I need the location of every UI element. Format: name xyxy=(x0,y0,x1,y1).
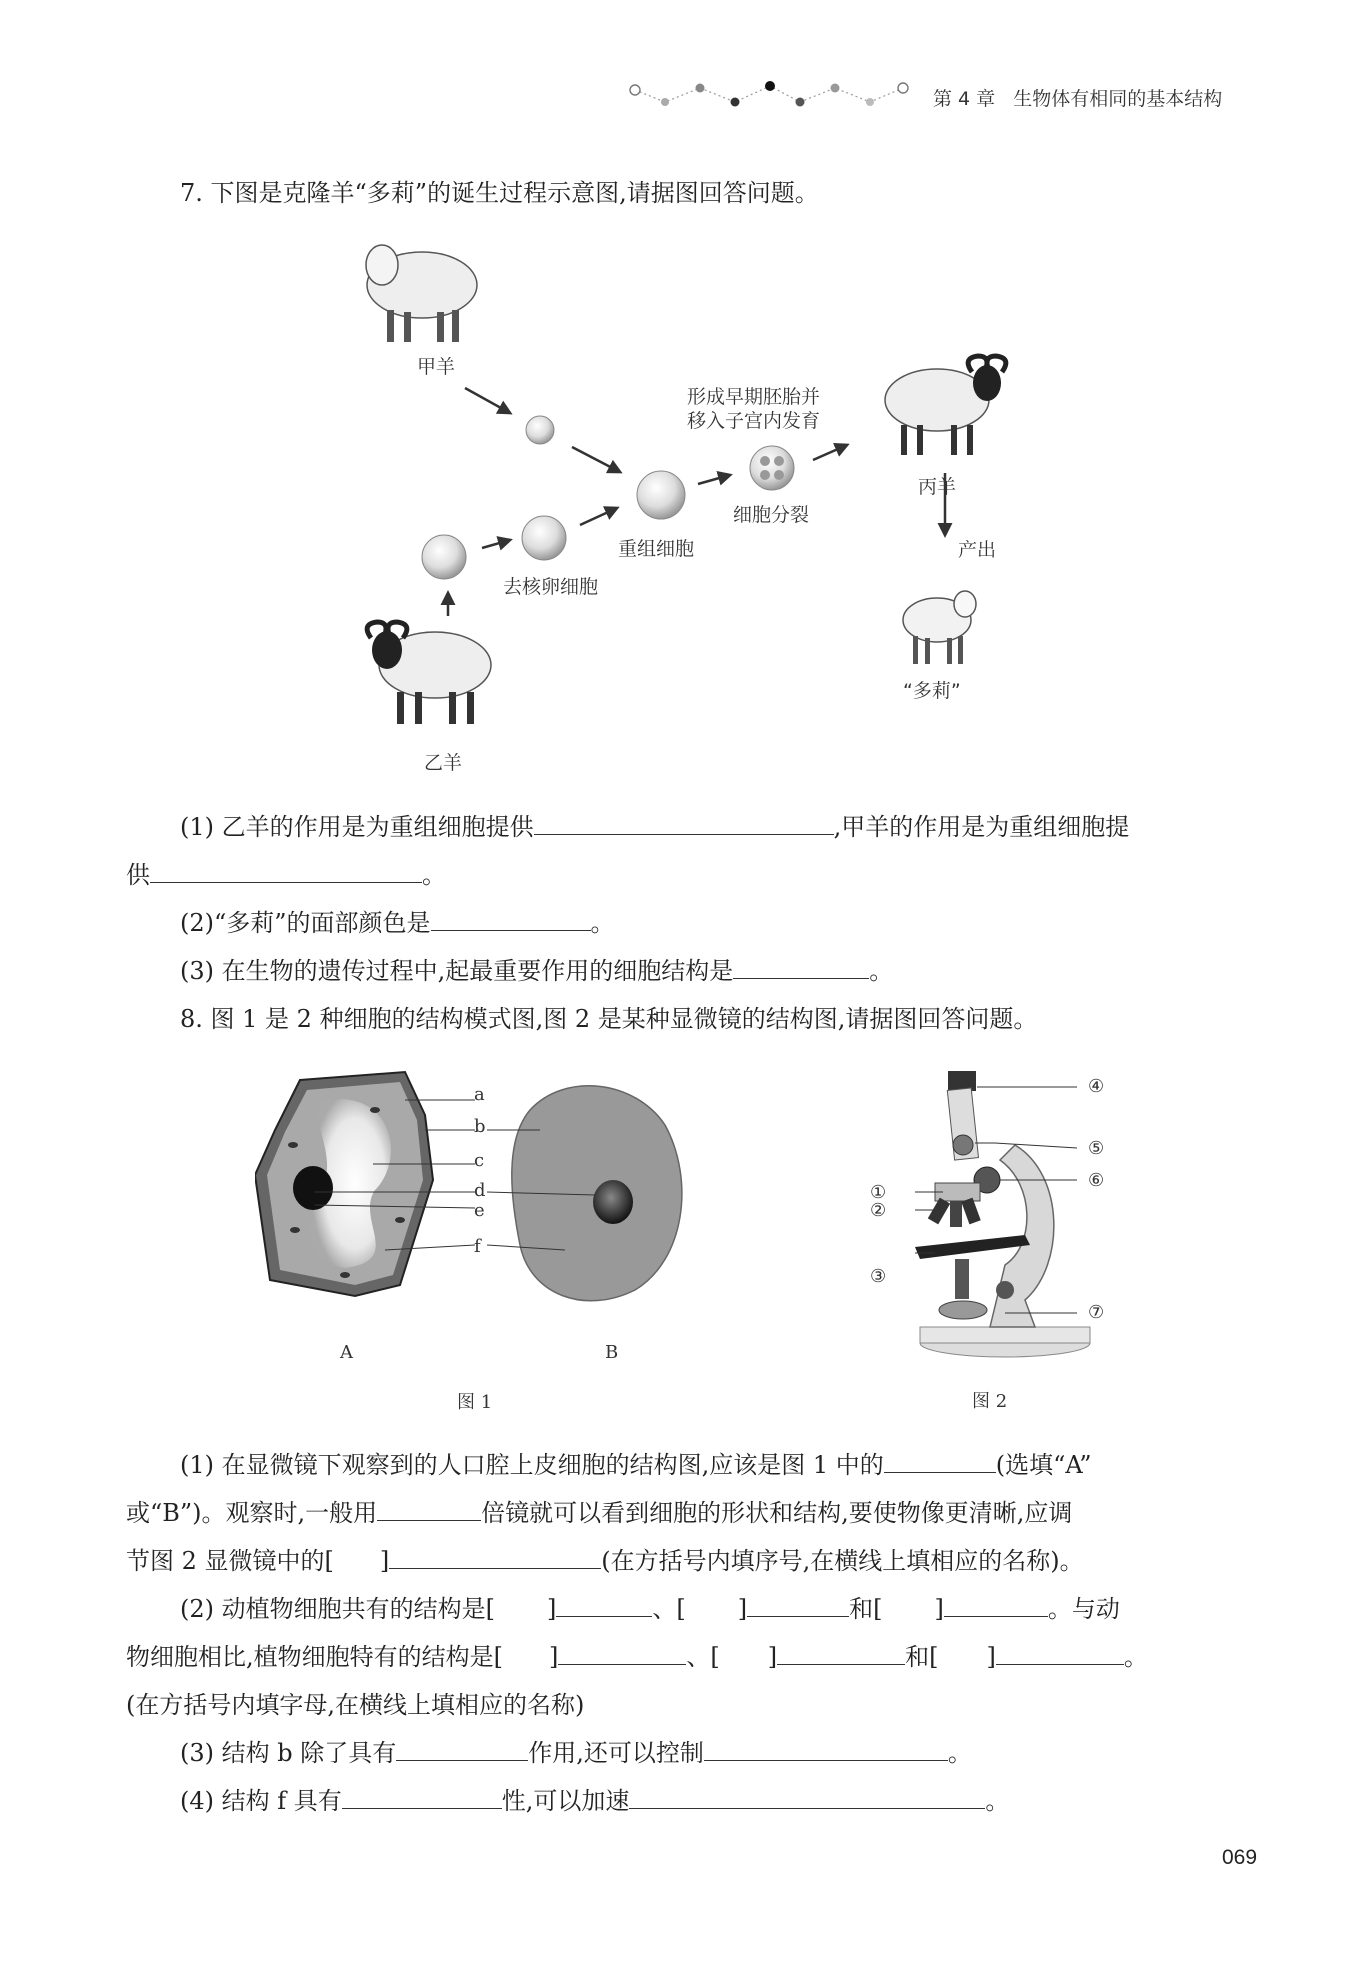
label-sheep-a: 甲羊 xyxy=(417,356,456,378)
q8-title: 8. 图 1 是 2 种细胞的结构模式图,图 2 是某种显微镜的结构图,请据图回答问题。 xyxy=(180,1005,1038,1033)
fig1-label-c: c xyxy=(474,1150,485,1171)
q7-title: 7. 下图是克隆羊“多莉”的诞生过程示意图,请据图回答问题。 xyxy=(180,179,819,207)
fig2-label-5: ⑤ xyxy=(1088,1138,1105,1159)
label-embryo-line2: 移入子宫内发育 xyxy=(687,410,821,432)
q8-s2-blank2[interactable] xyxy=(747,1594,849,1617)
page-number: 069 xyxy=(1222,1846,1258,1869)
chapter-header: 第 4 章 生物体有相同的基本结构 xyxy=(933,88,1223,110)
label-enucleated-egg: 去核卵细胞 xyxy=(503,576,599,598)
figure-2-microscope xyxy=(895,1065,1115,1365)
label-sheep-b: 乙羊 xyxy=(424,752,463,774)
fig1-caption: 图 1 xyxy=(457,1392,493,1413)
q8-sub2-line2: 物细胞相比,植物细胞特有的结构是[ ] 、[ ] 和[ ] 。 xyxy=(126,1643,1148,1671)
q7-sub1-line2: 供 。 xyxy=(126,861,446,889)
q8-s4-blank1[interactable] xyxy=(342,1786,502,1809)
q7-s3-blank[interactable] xyxy=(733,956,869,979)
fig2-label-7: ⑦ xyxy=(1088,1302,1105,1323)
q8-s2-blank1[interactable] xyxy=(556,1594,652,1617)
q8-s2-blank3[interactable] xyxy=(944,1594,1048,1617)
fig1-label-b: b xyxy=(474,1116,486,1137)
label-recombined-cell: 重组细胞 xyxy=(618,538,695,560)
recombined-cell xyxy=(637,471,685,519)
label-sheep-c: 丙羊 xyxy=(918,476,957,498)
q8-sub1-line2: 或“B”)。观察时,一般用 倍镜就可以看到细胞的形状和结构,要使物像更清晰,应调 xyxy=(126,1499,1073,1527)
q8-s2-blank6[interactable] xyxy=(996,1642,1124,1665)
q7-s1-blank1[interactable] xyxy=(534,812,834,835)
sheep-a-image xyxy=(366,245,477,342)
dividing-cell xyxy=(750,446,794,490)
fig1-label-a: a xyxy=(474,1084,485,1105)
q7-sub1-line1: (1) 乙羊的作用是为重组细胞提供 ,甲羊的作用是为重组细胞提 xyxy=(180,813,1130,841)
fig1-label-f: f xyxy=(474,1236,481,1257)
microscope-image xyxy=(915,1071,1090,1357)
q8-s1-blank2[interactable] xyxy=(377,1498,481,1521)
label-produce: 产出 xyxy=(958,539,997,561)
fig2-label-4: ④ xyxy=(1088,1076,1105,1097)
q8-s4-blank2[interactable] xyxy=(629,1786,985,1809)
q8-sub4: (4) 结构 f 具有 性,可以加速 。 xyxy=(180,1787,1010,1815)
plant-cell-a xyxy=(255,1072,433,1296)
fig2-label-3: ③ xyxy=(870,1266,887,1287)
q8-s3-blank1[interactable] xyxy=(396,1738,528,1761)
q8-sub1-line1: (1) 在显微镜下观察到的人口腔上皮细胞的结构图,应该是图 1 中的 (选填“A” xyxy=(180,1451,1092,1479)
fig1-cell-b-label: B xyxy=(605,1342,619,1363)
fig1-label-e: e xyxy=(474,1200,485,1221)
fig1-cell-a-label: A xyxy=(340,1342,353,1363)
q7-sub2: (2)“多莉”的面部颜色是 。 xyxy=(180,909,615,937)
label-dolly: “多莉” xyxy=(903,680,961,702)
q8-s2-blank4[interactable] xyxy=(558,1642,686,1665)
header-decoration xyxy=(625,78,915,114)
q8-s1-blank1[interactable] xyxy=(884,1450,996,1473)
q7-s1-blank2[interactable] xyxy=(150,860,422,883)
fig2-label-2: ② xyxy=(870,1200,887,1221)
dolly-image xyxy=(903,591,976,664)
fig1-label-d: d xyxy=(474,1180,486,1201)
sheep-b-image xyxy=(367,622,491,724)
q8-s2-blank5[interactable] xyxy=(777,1642,905,1665)
q7-sub3: (3) 在生物的遗传过程中,起最重要作用的细胞结构是 。 xyxy=(180,957,894,985)
label-embryo-line1: 形成早期胚胎并 xyxy=(687,386,821,408)
q8-sub1-line3: 节图 2 显微镜中的[ ] (在方括号内填序号,在横线上填相应的名称)。 xyxy=(126,1547,1084,1575)
label-cell-division: 细胞分裂 xyxy=(733,504,810,526)
q8-sub3: (3) 结构 b 除了具有 作用,还可以控制 。 xyxy=(180,1739,972,1767)
fig2-label-1: ① xyxy=(870,1182,887,1203)
sheep-b-egg-cell xyxy=(422,535,466,579)
sheep-c-image xyxy=(885,356,1006,455)
q7-s2-blank[interactable] xyxy=(431,908,591,931)
q8-sub2-line1: (2) 动植物细胞共有的结构是[ ] 、[ ] 和[ ] 。与动 xyxy=(180,1595,1120,1623)
fig2-caption: 图 2 xyxy=(972,1391,1008,1412)
enucleated-egg-cell xyxy=(522,516,566,560)
sheep-a-cell xyxy=(526,416,554,444)
q8-s3-blank2[interactable] xyxy=(704,1738,948,1761)
q8-sub2-note: (在方括号内填字母,在横线上填相应的名称) xyxy=(126,1691,585,1719)
fig2-label-6: ⑥ xyxy=(1088,1170,1105,1191)
q8-s1-blank3[interactable] xyxy=(389,1546,601,1569)
